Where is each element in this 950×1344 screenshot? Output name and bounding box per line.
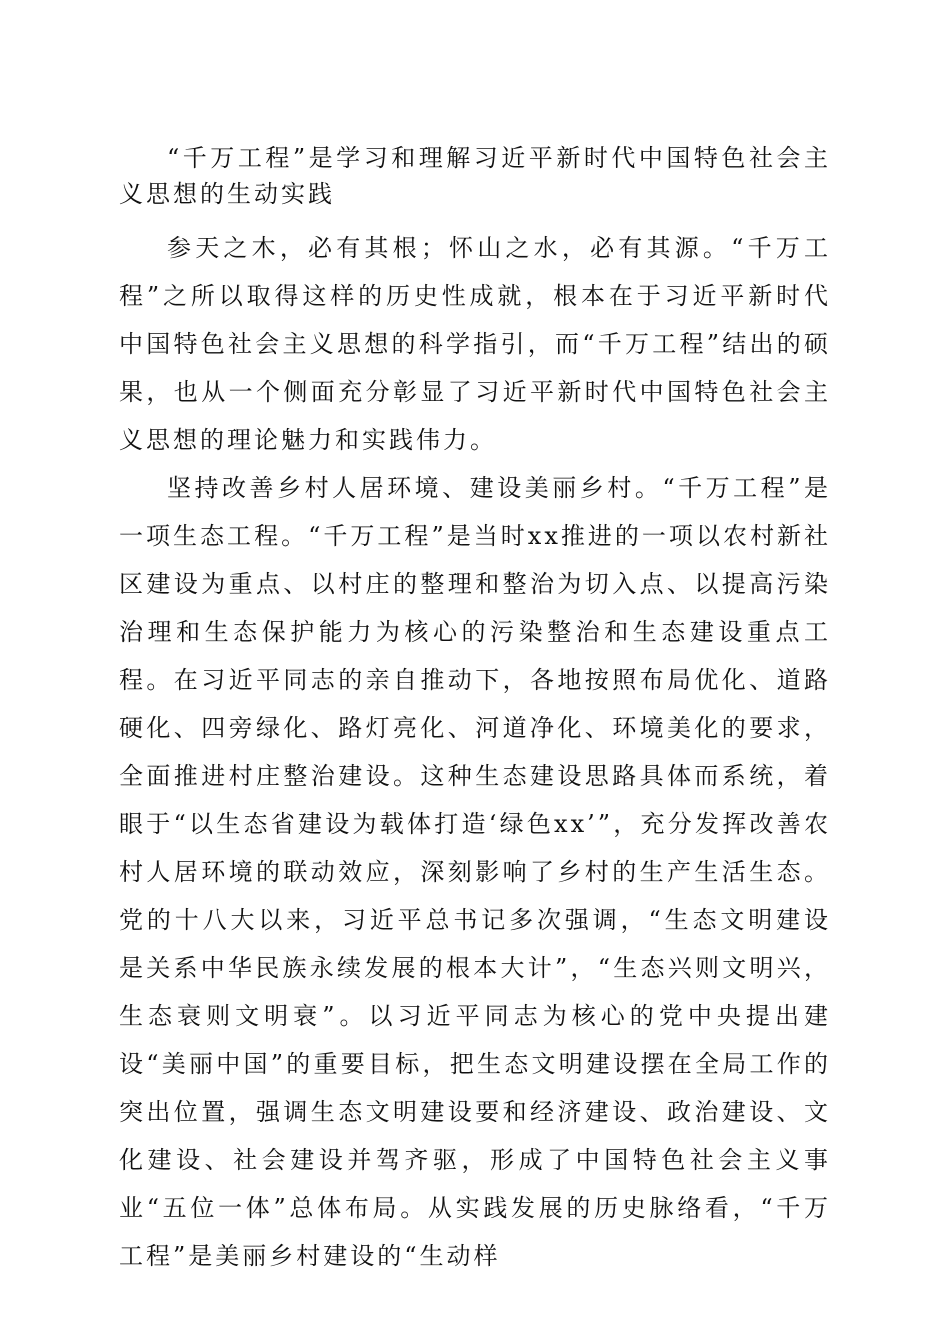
paragraph-1: 参天之木，必有其根；怀山之水，必有其源。“千万工程”之所以取得这样的历史性成就，根本在于习近平新时代中国特色社会主义思想的科学指引，而“千万工程”结出的硕果，也从一个侧面充分彰显了习近平新时代中国特色社会主义思想的理论魅力和实践伟力。 — [119, 234, 831, 454]
paragraph-2: 坚持改善乡村人居环境、建设美丽乡村。“千万工程”是一项生态工程。“千万工程”是当时xx推进的一项以农村新社区建设为重点、以村庄的整理和整治为切入点、以提高污染治理和生态保护能力为核心的污染整治和生态建设重点工程。在习近平同志的亲自推动下，各地按照布局优化、道路硬化、四旁绿化、路灯亮化、河道净化、环境美化的要求，全面推进村庄整治建设。这种生态建设思路具体而系统，着眼于“以生态省建设为载体打造‘绿色xx’”，充分发挥改善农村人居环境的联动效应，深刻影响了乡村的生产生活生态。党的十八大以来，习近平总书记多次强调，“生态文明建设是关系中华民族永续发展的根本大计”，“生态兴则文明兴，生态衰则文明衰”。以习近平同志为核心的党中央提出建设“美丽中国”的重要目标，把生态文明建设摆在全局工作的突出位置，强调生态文明建设要和经济建设、政治建设、文化建设、社会建设并驾齐驱，形成了中国特色社会主义事业“五位一体”总体布局。从实践发展的历史脉络看，“千万工程”是美丽乡村建设的“生动样 — [119, 474, 831, 1270]
document-body — [119, 140, 831, 1280]
section-heading: “千万工程”是学习和理解习近平新时代中国特色社会主义思想的生动实践 — [119, 144, 831, 208]
